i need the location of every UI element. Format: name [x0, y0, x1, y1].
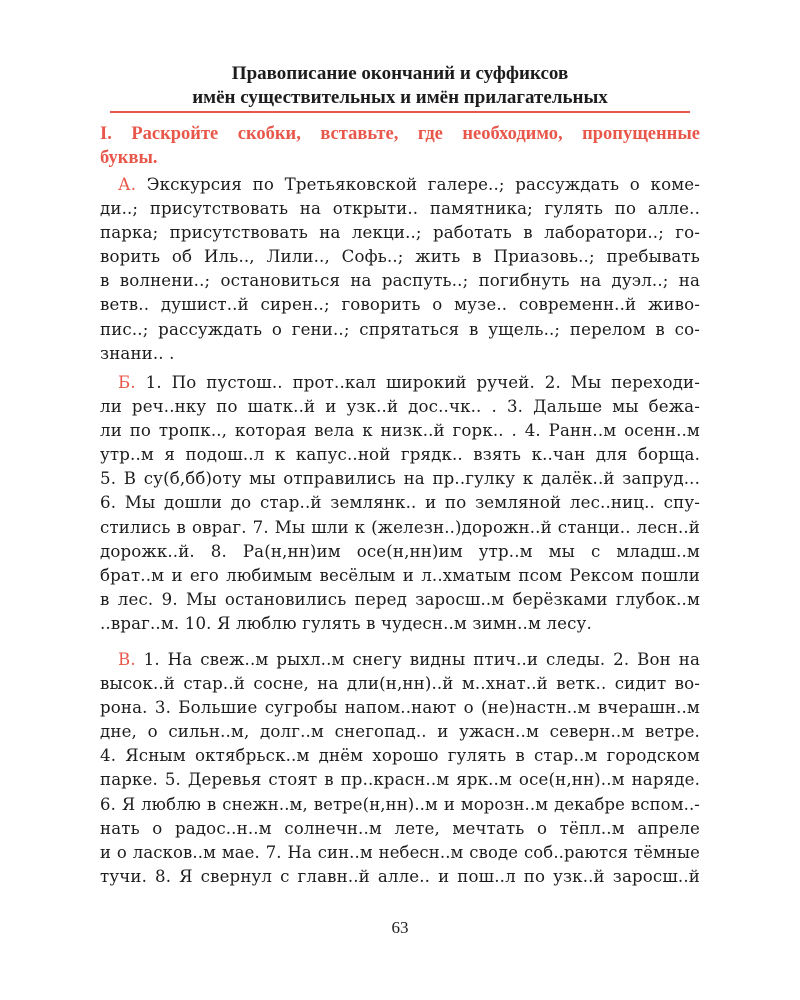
section-c-line-5: 4. Ясным октябрьск..м днём хорошо гулять в стар..м городском: [100, 746, 700, 766]
section-c-line-10: тучи. 8. Я свернул с главн..й алле.. и пош..л по узк..й заросш..й: [100, 866, 700, 886]
section-b-line-10: в лес. 9. Мы остановились перед заросш..м берёзками глубок..м: [100, 589, 700, 609]
section-b-line-7: стились в овраг. 7. Мы шли к (железн..)дорожн..й станци.. лесн..й: [100, 517, 700, 537]
task-heading: [100, 122, 700, 170]
section-b-line-1: Б. 1. По пустош.. прот..кал широкий ручей. 2. Мы переходи-: [118, 373, 700, 392]
page-title-line-1: Правописание окончаний и суффиксов: [231, 63, 569, 84]
section-b-line-6: 6. Мы дошли до стар..й землянк.. и по земляной лес..ниц.. спу-: [100, 493, 700, 513]
section-b: [100, 371, 700, 636]
section-a-line-7: пис..; рассуждать о гени..; спрятаться в ущель..; перелом в со-: [100, 319, 700, 339]
section-b-line-8: дорожк..й. 8. Ра(н,нн)им осе(н,нн)им утр..м мы с младш..м: [100, 541, 700, 561]
section-a-marker: А.: [118, 175, 137, 194]
page-title: [100, 62, 700, 110]
section-c: [100, 648, 700, 889]
task-heading-line-2: буквы.: [100, 148, 158, 168]
section-a-line-8: знани.. .: [100, 343, 175, 363]
page-number: 63: [391, 918, 409, 937]
section-a-line-4: ворить об Иль.., Лили.., Софь..; жить в Приазовь..; пребывать: [100, 247, 700, 267]
section-c-line-9: и о ласков..м мае. 7. На син..м небесн..м своде соб..раются тёмные: [100, 842, 700, 862]
section-b-line-5: 5. В су(б,бб)оту мы отправились на пр..гулку к далёк..й запруд...: [100, 469, 700, 489]
section-a: [100, 173, 700, 366]
section-b-line-3: ли по тропк.., которая вела к низк..й горк.. . 4. Ранн..м осенн..м: [100, 421, 700, 441]
section-a-line-3: парка; присутствовать на лекци..; работать в лаборатори..; го-: [100, 223, 700, 243]
section-c-line-8: нать о радос..н..м солнечн..м лете, мечтать о тёпл..м апреле: [100, 818, 700, 838]
section-b-line-4: утр..м я подош..л к капус..ной грядк.. взять к..чан для борща.: [100, 445, 700, 465]
section-b-line-2: ли реч..нку по шатк..й и узк..й дос..чк.. . 3. Дальше мы бежа-: [100, 397, 700, 417]
section-c-line-2: высок..й стар..й сосне, на дли(н,нн)..й м..хнат..й ветк.. сидит во-: [100, 674, 700, 694]
section-c-line-6: парке. 5. Деревья стоят в пр..красн..м ярк..м осе(н,нн)..м наряде.: [100, 770, 700, 790]
section-b-line-11: ..враг..м. 10. Я люблю гулять в чудесн..м зимн..м лесу.: [100, 613, 592, 633]
section-b-marker: Б.: [118, 373, 136, 392]
section-a-line-1: А. Экскурсия по Третьяковской галере..; рассуждать о коме-: [118, 175, 700, 194]
section-c-marker: В.: [118, 650, 136, 669]
section-c-line-1: В. 1. На свеж..м рыхл..м снегу видны птич..и следы. 2. Вон на: [118, 650, 700, 669]
section-c-line-4: дне, о сильн..м, долг..м снегопад.. и ужасн..м северн..м ветре.: [100, 722, 700, 742]
section-c-line-7: 6. Я люблю в снежн..м, ветре(н,нн)..м и морозн..м декабре вспом..-: [100, 794, 700, 814]
section-a-line-2: ди..; присутствовать на открыти.. памятника; гулять по алле..: [100, 199, 700, 219]
section-a-line-5: в волнени..; остановиться на распуть..; погибнуть на дуэл..; на: [100, 271, 700, 291]
section-b-line-9: брат..м и его любимым весёлым и л..хматым псом Рексом пошли: [100, 565, 700, 585]
section-c-line-3: рона. 3. Большие сугробы напом..нают о (не)настн..м вчерашн..м: [100, 698, 700, 718]
page-title-line-2: имён существительных и имён прилагательных: [192, 87, 608, 108]
title-underline: [110, 111, 690, 113]
task-heading-line-1: I. Раскройте скобки, вставьте, где необходимо, пропущенные: [100, 124, 700, 144]
section-a-line-6: ветв.. душист..й сирен..; говорить о музе.. современн..й живо-: [100, 295, 700, 315]
